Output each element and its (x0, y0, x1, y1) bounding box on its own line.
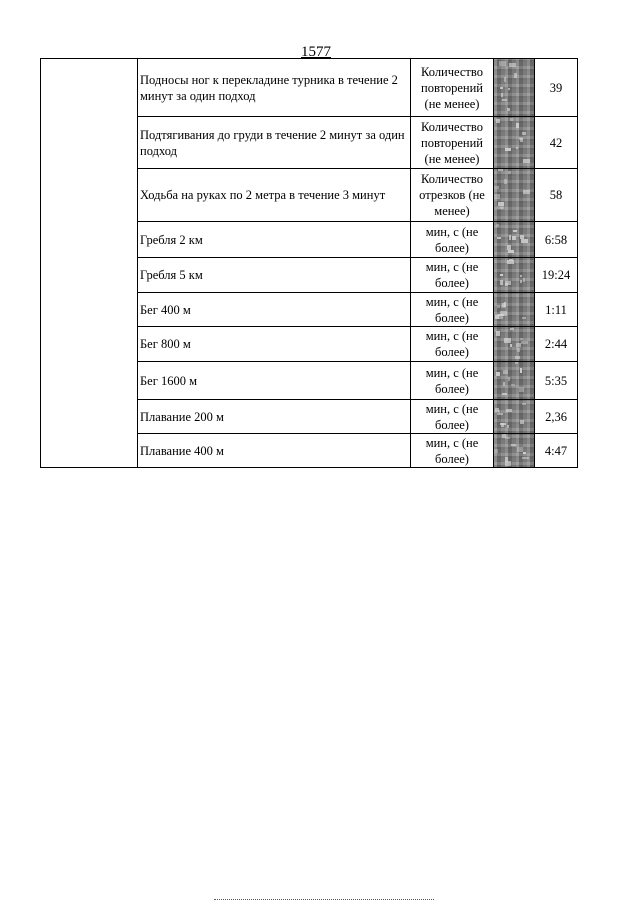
redacted-cell (494, 169, 535, 222)
unit-cell: мин, с (не более) (411, 222, 494, 258)
scan-speck (500, 87, 503, 89)
scan-speck (503, 382, 505, 386)
unit-cell: мин, с (не более) (411, 400, 494, 434)
value-cell: 6:58 (535, 222, 578, 258)
scan-speck (500, 423, 506, 425)
scan-speck (509, 259, 513, 261)
scan-speck (505, 457, 508, 462)
scan-speck (517, 348, 520, 352)
scan-speck (508, 171, 511, 174)
page-number: 1577 (301, 44, 331, 60)
scan-speck (520, 280, 522, 283)
value-cell: 2,36 (535, 400, 578, 434)
scan-speck (517, 447, 523, 452)
scan-speck (521, 239, 528, 243)
scan-speck (516, 123, 519, 128)
exercise-cell: Подтягивания до груди в течение 2 минут за один подход (138, 117, 411, 169)
scan-speck (496, 372, 500, 376)
scan-speck (520, 275, 522, 277)
value-cell: 58 (535, 169, 578, 222)
scan-speck (520, 338, 523, 340)
scan-speck (494, 186, 499, 189)
exercise-cell: Бег 1600 м (138, 362, 411, 400)
value-cell: 42 (535, 117, 578, 169)
scan-speck (505, 148, 511, 151)
scan-speck (505, 283, 508, 286)
scan-speck (512, 236, 516, 240)
scan-edge-mark (214, 899, 434, 902)
exercise-cell: Ходьба на руках по 2 метра в течение 3 минут (138, 169, 411, 222)
unit-cell: мин, с (не более) (411, 258, 494, 293)
scan-speck (501, 93, 503, 97)
unit-cell: мин, с (не более) (411, 362, 494, 400)
scan-speck (502, 393, 507, 395)
value-cell: 5:35 (535, 362, 578, 400)
scan-speck (507, 245, 511, 250)
scan-speck (515, 356, 520, 359)
scan-speck (496, 224, 499, 227)
scan-speck (523, 190, 530, 194)
scan-speck (502, 99, 507, 101)
scan-speck (508, 377, 510, 381)
scan-speck (507, 108, 510, 111)
scan-speck (511, 384, 515, 386)
scan-speck (497, 237, 501, 239)
scan-speck (510, 328, 514, 330)
scan-speck (519, 387, 524, 392)
unit-cell: мин, с (не более) (411, 293, 494, 327)
scan-speck (522, 317, 526, 319)
scan-speck (508, 88, 510, 90)
exercise-cell: Гребля 5 км (138, 258, 411, 293)
scan-speck (500, 274, 503, 276)
scan-speck (504, 302, 506, 307)
scan-speck (498, 169, 503, 171)
value-cell: 4:47 (535, 434, 578, 468)
redacted-cell (494, 59, 535, 117)
scan-speck (500, 207, 503, 209)
exercise-cell: Подносы ног к перекладине турника в течение 2 минут за один подход (138, 59, 411, 117)
exercise-cell: Плавание 400 м (138, 434, 411, 468)
scan-speck (511, 444, 516, 446)
scan-speck (522, 457, 529, 459)
scan-speck (513, 230, 517, 232)
redacted-cell (494, 258, 535, 293)
unit-cell: мин, с (не более) (411, 434, 494, 468)
redacted-cell (494, 222, 535, 258)
standards-table-body (41, 59, 578, 468)
scan-speck (494, 449, 498, 453)
scan-speck (498, 202, 504, 206)
scan-speck (522, 403, 526, 405)
scan-speck (516, 147, 518, 149)
scan-speck (505, 437, 510, 439)
scan-speck (504, 179, 507, 184)
redacted-cell (494, 362, 535, 400)
scan-speck (523, 159, 530, 163)
scan-speck (507, 425, 509, 428)
scan-speck (498, 314, 503, 319)
scan-speck (514, 73, 517, 78)
scan-speck (503, 370, 508, 374)
table-row (41, 59, 578, 117)
redacted-cell (494, 400, 535, 434)
unit-cell: Количество повторений (не менее) (411, 59, 494, 117)
scan-speck (498, 410, 500, 413)
scan-speck (523, 278, 525, 282)
unit-cell: Количество повторений (не менее) (411, 117, 494, 169)
scan-speck (522, 132, 526, 135)
redacted-cell (494, 117, 535, 169)
scan-speck (496, 119, 500, 123)
scan-speck (504, 77, 506, 82)
scan-speck (523, 452, 526, 454)
unit-cell: мин, с (не более) (411, 327, 494, 362)
scan-speck (506, 409, 512, 412)
value-cell: 39 (535, 59, 578, 117)
value-cell: 2:44 (535, 327, 578, 362)
scan-speck (521, 341, 528, 344)
empty-cell (41, 59, 138, 468)
unit-cell: Количество отрезков (не менее) (411, 169, 494, 222)
scan-speck (510, 344, 512, 347)
value-cell: 1:11 (535, 293, 578, 327)
scan-speck (497, 413, 503, 415)
value-cell: 19:24 (535, 258, 578, 293)
scan-speck (515, 362, 518, 364)
scan-speck (519, 137, 523, 140)
exercise-cell: Бег 400 м (138, 293, 411, 327)
redacted-cell (494, 434, 535, 468)
scan-speck (520, 368, 522, 373)
standards-table (40, 58, 578, 468)
scan-speck (500, 280, 503, 285)
scan-speck (509, 63, 516, 67)
scan-speck (520, 420, 524, 424)
scan-speck (510, 118, 513, 121)
scan-speck (504, 338, 511, 343)
exercise-cell: Плавание 200 м (138, 400, 411, 434)
redacted-cell (494, 327, 535, 362)
scan-speck (494, 194, 500, 199)
exercise-cell: Гребля 2 км (138, 222, 411, 258)
scan-speck (496, 331, 500, 336)
exercise-cell: Бег 800 м (138, 327, 411, 362)
scan-speck (509, 235, 511, 240)
scan-speck (497, 305, 500, 308)
redacted-cell (494, 293, 535, 327)
scan-speck (508, 250, 514, 253)
scan-speck (499, 61, 506, 66)
